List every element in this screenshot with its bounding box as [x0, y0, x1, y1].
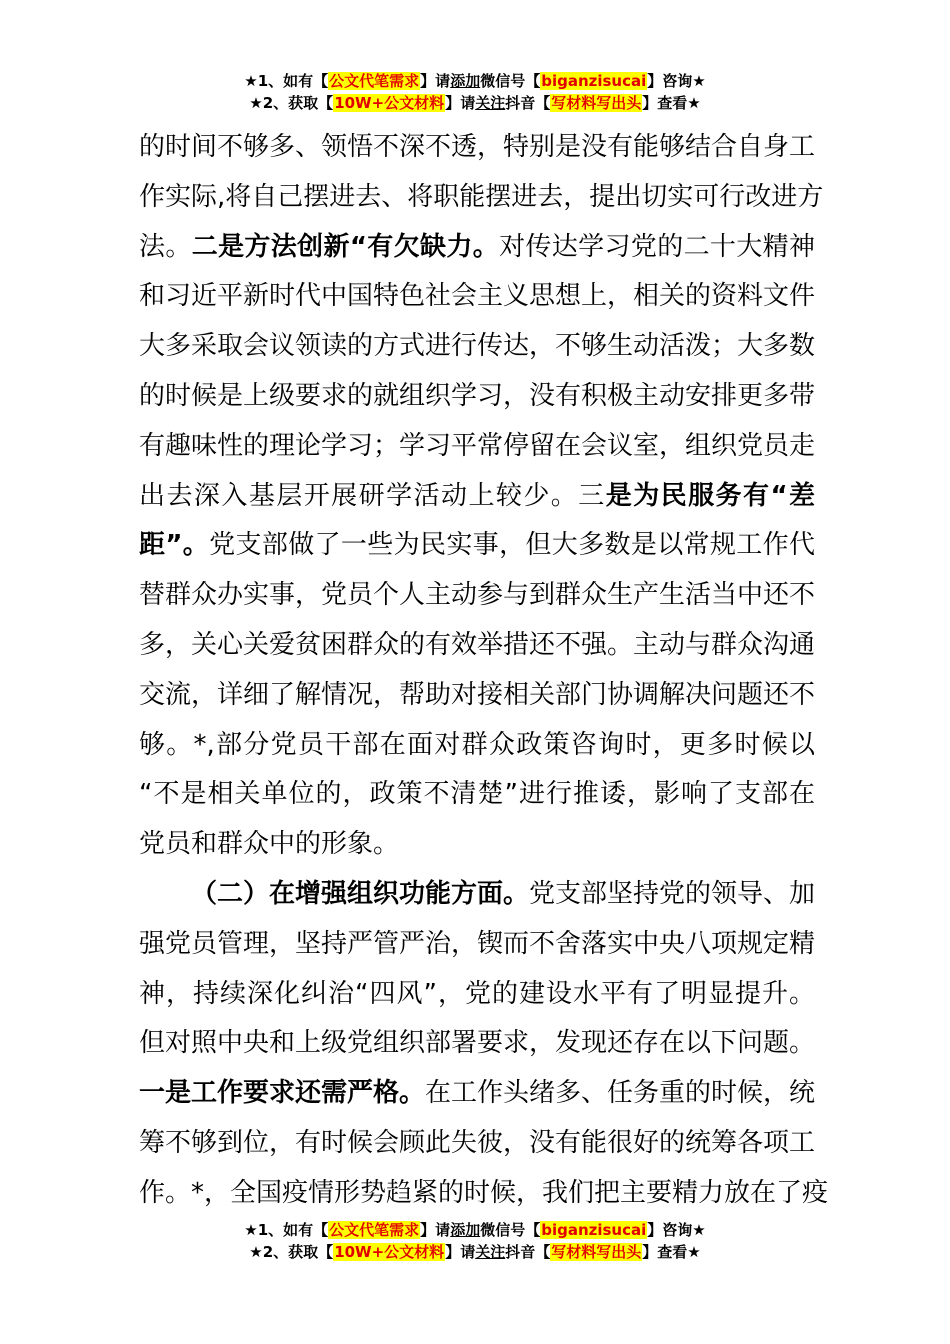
banner-text: 】请: [420, 72, 451, 90]
bold-heading: 二是方法创新“有欠缺力。: [191, 231, 500, 262]
text-line: 有趣味性的理论学习；学习平常停留在会议室，组织党员走: [139, 430, 816, 461]
text-line: 交流，详细了解情况，帮助对接相关部门协调解决问题还不: [139, 679, 816, 710]
banner-text: ★2、获取【: [249, 94, 334, 112]
header-banner: [0, 70, 950, 114]
banner-line-2: [0, 92, 950, 114]
banner-text: 微信号【: [480, 1221, 541, 1239]
banner-text: 】查看★: [642, 1243, 701, 1261]
banner-highlight: 公文代笔需求: [329, 72, 420, 90]
banner-text: 】请: [420, 1221, 451, 1239]
banner-text: ★1、如有【: [244, 72, 329, 90]
document-body: [139, 123, 829, 1219]
banner-line-2: [0, 1241, 950, 1263]
text-line: 筹不够到位，有时候会顾此失彼，没有能很好的统筹各项工: [139, 1127, 816, 1158]
banner-text: 抖音【: [505, 1243, 551, 1261]
text-line: 出去深入基层开展研学活动上较少。三是为民服务有“差: [139, 480, 815, 511]
text-line: 的时候是上级要求的就组织学习，没有积极主动安排更多带: [139, 380, 816, 411]
text-line: 法。二是方法创新“有欠缺力。对传达学习党的二十大精神: [139, 231, 815, 262]
text-line: 够。*,部分党员干部在面对群众政策咨询时，更多时候以: [139, 729, 815, 760]
banner-text: 】查看★: [642, 94, 701, 112]
text-line: 党员和群众中的形象。: [139, 829, 400, 860]
text-line: “不是相关单位的，政策不清楚”进行推诿，影响了支部在: [139, 779, 815, 810]
text-line: 但对照中央和上级党组织部署要求，发现还存在以下问题。: [139, 1028, 816, 1059]
text-line: 强党员管理，坚持严管严治，锲而不舍落实中央八项规定精: [139, 928, 816, 959]
bold-heading: 一是工作要求还需严格。: [139, 1078, 426, 1109]
banner-underline: 添加: [450, 72, 481, 90]
text-line: 和习近平新时代中国特色社会主义思想上，相关的资料文件: [139, 281, 816, 312]
banner-text: 】请: [445, 1243, 476, 1261]
bold-heading: 距”。: [139, 530, 210, 561]
banner-line-1: [0, 70, 950, 92]
footer-banner: [0, 1219, 950, 1263]
banner-text: 】请: [445, 94, 476, 112]
banner-underline: 添加: [450, 1221, 481, 1239]
text-line: 多，关心关爱贫困群众的有效举措还不强。主动与群众沟通: [139, 629, 816, 660]
banner-highlight: 公文代笔需求: [329, 1221, 420, 1239]
banner-underline: 关注: [475, 1243, 506, 1261]
banner-highlight: 10W+公文材料: [334, 94, 445, 112]
banner-text: 微信号【: [480, 72, 541, 90]
section-heading: （二）在增强组织功能方面。: [191, 878, 530, 909]
text-line: 替群众办实事，党员个人主动参与到群众生产生活当中还不: [139, 580, 816, 611]
text-line: 大多采取会议领读的方式进行传达，不够生动活泼；大多数: [139, 331, 816, 362]
text-line: 距”。党支部做了一些为民实事，但大多数是以常规工作代: [139, 530, 815, 561]
bold-heading: 是为民服务有“差: [605, 480, 815, 511]
banner-underline: 关注: [475, 94, 506, 112]
banner-highlight: biganzisucai: [541, 1221, 647, 1239]
banner-text: 】咨询★: [647, 1221, 706, 1239]
banner-text: ★1、如有【: [244, 1221, 329, 1239]
text-line: 作。*，全国疫情形势趋紧的时候，我们把主要精力放在了疫: [139, 1177, 829, 1208]
text-line: 神，持续深化纠治“四风”，党的建设水平有了明显提升。: [139, 978, 815, 1009]
text-line: 一是工作要求还需严格。在工作头绪多、任务重的时候，统: [139, 1078, 816, 1109]
banner-text: 】咨询★: [647, 72, 706, 90]
banner-highlight: 写材料写出头: [551, 1243, 642, 1261]
text-line: 作实际,将自己摆进去、将职能摆进去，提出切实可行改进方: [139, 181, 824, 212]
text-line: （二）在增强组织功能方面。党支部坚持党的领导、加: [191, 878, 816, 909]
banner-line-1: [0, 1219, 950, 1241]
banner-text: 抖音【: [505, 94, 551, 112]
text-line: 的时间不够多、领悟不深不透，特别是没有能够结合自身工: [139, 132, 816, 162]
banner-highlight: biganzisucai: [541, 72, 647, 90]
banner-highlight: 10W+公文材料: [334, 1243, 445, 1261]
banner-text: ★2、获取【: [249, 1243, 334, 1261]
banner-highlight: 写材料写出头: [551, 94, 642, 112]
